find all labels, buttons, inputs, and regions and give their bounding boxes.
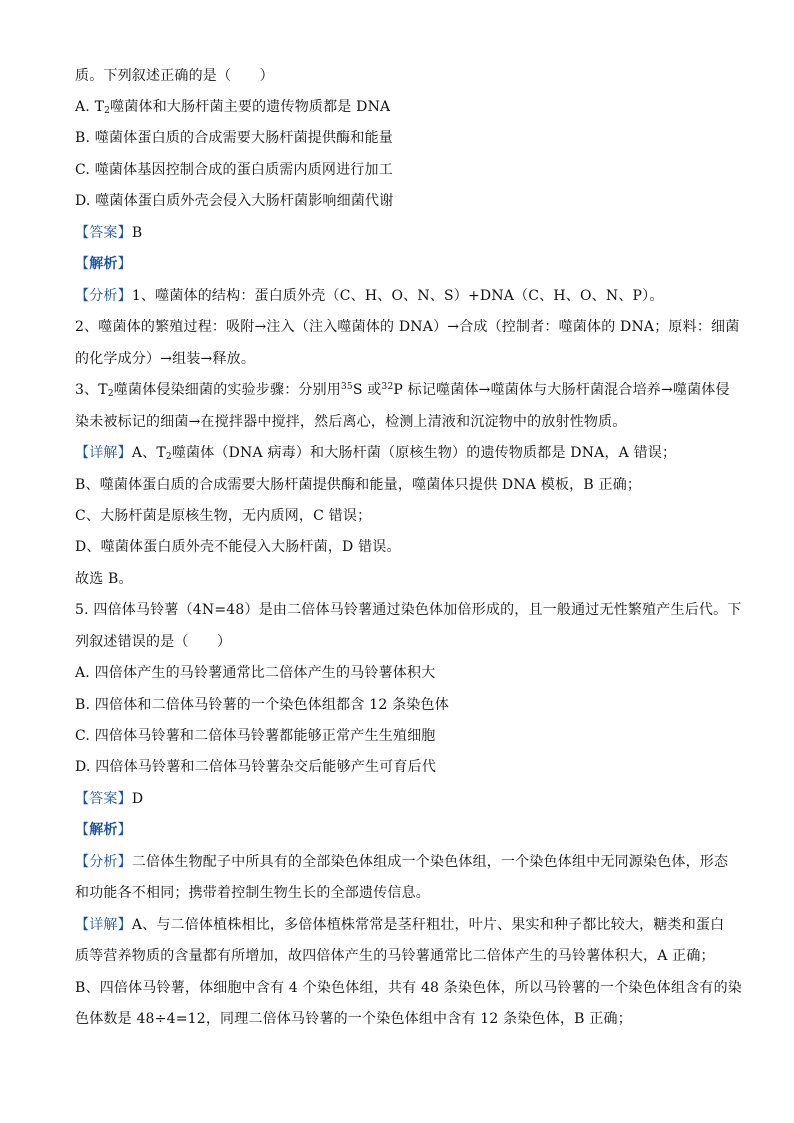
answer-value: D	[131, 791, 144, 807]
q5-xiangjie-2: 质等营养物质的含量都有所增加，故四倍体产生的马铃薯通常比二倍体产生的马铃薯体积大，A 正确；	[75, 948, 715, 964]
q5-fenxi-1: 【分析】二倍体生物配子中所具有的全部染色体组成一个染色体组，一个染色体组中无同源染色体，形态	[75, 854, 729, 870]
analysis-tag: 【解析】	[75, 256, 132, 272]
q5-option-a: A. 四倍体产生的马铃薯通常比二倍体产生的马铃薯体积大	[75, 665, 436, 681]
answer-tag: 【答案】	[75, 791, 132, 807]
q4-option-a: A. $T_2$噬菌体和大肠杆菌主要的遗传物质都是 DNA	[75, 99, 391, 116]
q4-fenxi-2b: 的化学成分）→组装→释放。	[75, 351, 256, 367]
q5-option-d: D. 四倍体马铃薯和二倍体马铃薯杂交后能够产生可育后代	[75, 759, 437, 775]
q4-stem-continuation: 质。下列叙述正确的是（ ）	[75, 68, 274, 84]
q4-option-b: B. 噬菌体蛋白质的合成需要大肠杆菌提供酶和能量	[75, 130, 393, 146]
q4-fenxi-3a: 3、$T_2$噬菌体侵染细菌的实验步骤：分别用$^{35}$S 或$^{32}$P 标记噬菌体→噬菌体与大肠杆菌混合培养→噬菌体侵	[75, 382, 730, 399]
q5-fenxi-2: 和功能各不相同；携带着控制生物生长的全部遗传信息。	[75, 885, 430, 901]
q5-xiangjie-1: 【详解】A、与二倍体植株相比，多倍体植株常常是茎秆粗壮，叶片、果实和种子都比较大，糖类和蛋白	[75, 917, 725, 933]
q5-option-c: C. 四倍体马铃薯和二倍体马铃薯都能够正常产生生殖细胞	[75, 728, 436, 744]
q5-option-b: B. 四倍体和二倍体马铃薯的一个染色体组都含 12 条染色体	[75, 697, 449, 713]
q4-fenxi-3b: 染未被标记的细菌→在搅拌器中搅拌，然后离心，检测上清液和沉淀物中的放射性物质。	[75, 414, 627, 430]
q4-xiangjie-b: B、噬菌体蛋白质的合成需要大肠杆菌提供酶和能量，噬菌体只提供 DNA 模板，B 正确；	[75, 477, 642, 493]
q5-stem-1: 5. 四倍体马铃薯（4N=48）是由二倍体马铃薯通过染色体加倍形成的，且一般通过无性繁殖产生后代。下	[75, 602, 742, 618]
q4-analysis-heading	[75, 255, 132, 273]
q5-answer	[75, 790, 143, 808]
q5-xiangjie-4: 色体数是 48÷4=12，同理二倍体马铃薯的一个染色体组中含有 12 条染色体，B 正确；	[75, 1011, 632, 1027]
answer-value: B	[131, 225, 143, 241]
q4-fenxi-2a: 2、噬菌体的繁殖过程：吸附→注入（注入噬菌体的 DNA）→合成（控制者：噬菌体的 DNA；原料：细菌	[75, 319, 740, 335]
q4-xiangjie-a: 【详解】A、$T_2$噬菌体（DNA 病毒）和大肠杆菌（原核生物）的遗传物质都是 DNA，A 错误；	[75, 445, 677, 462]
answer-tag: 【答案】	[75, 225, 132, 241]
q4-conclusion: 故选 B。	[75, 571, 133, 587]
q5-analysis-heading	[75, 821, 132, 839]
analysis-tag: 【解析】	[75, 822, 132, 838]
q5-xiangjie-3: B、四倍体马铃薯，体细胞中含有 4 个染色体组，共有 48 条染色体，所以马铃薯的一个染色体组含有的染	[75, 980, 743, 996]
q4-option-c: C. 噬菌体基因控制合成的蛋白质需内质网进行加工	[75, 162, 393, 178]
q5-stem-2: 列叙述错误的是（ ）	[75, 634, 232, 650]
q4-fenxi-1: 【分析】1、噬菌体的结构：蛋白质外壳（C、H、O、N、S）+DNA（C、H、O、N、P）。	[75, 288, 664, 304]
q4-xiangjie-c: C、大肠杆菌是原核生物，无内质网，C 错误；	[75, 508, 372, 524]
q4-xiangjie-d: D、噬菌体蛋白质外壳不能侵入大肠杆菌，D 错误。	[75, 539, 401, 555]
q4-option-d: D. 噬菌体蛋白质外壳会侵入大肠杆菌影响细菌代谢	[75, 193, 394, 209]
q4-answer	[75, 224, 142, 242]
